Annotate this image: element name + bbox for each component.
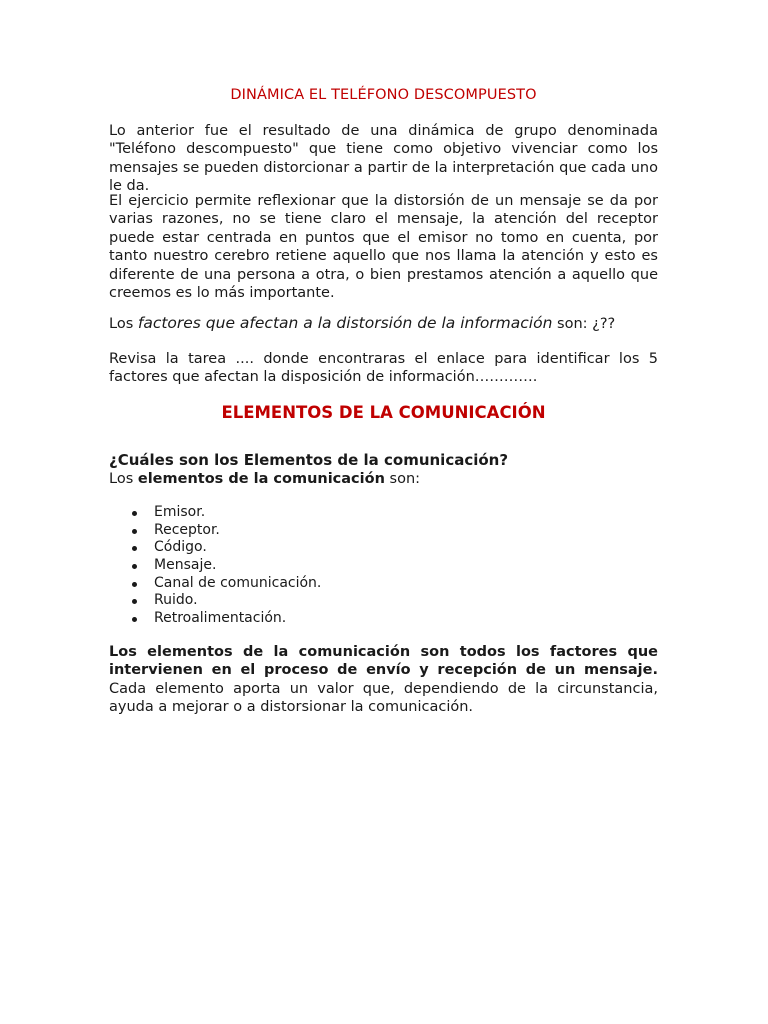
intro-elementos — [109, 470, 658, 489]
paragraph-dinamica-resultado: Lo anterior fue el resultado de una dinámica de grupo denominada "Teléfono descompuesto" que tiene como objetivo vivenciar como los mensajes se pueden distorcionar a partir de la interpretación que cada uno le da. — [109, 123, 658, 195]
factores-emphasis: factores que afectan a la distorsión de la información — [137, 314, 553, 332]
factores-suffix: son: ¿?? — [552, 316, 616, 332]
paragraph-definicion-elementos — [109, 643, 658, 717]
question-elementos: ¿Cuáles son los Elementos de la comunicación? — [109, 451, 509, 469]
list-item-label: Retroalimentación. — [154, 610, 287, 627]
bullet-icon — [132, 582, 137, 587]
title-elementos-comunicacion: ELEMENTOS DE LA COMUNICACIÓN — [221, 403, 546, 422]
intro-prefix: Los — [109, 471, 138, 487]
list-item — [109, 557, 321, 575]
list-item-label: Canal de comunicación. — [154, 574, 322, 591]
bullet-icon — [132, 617, 137, 622]
intro-suffix: son: — [384, 471, 421, 487]
paragraph-distorsion-reflexion: El ejercicio permite reflexionar que la distorsión de un mensaje se da por varias razones, no se tiene claro el mensaje, la atención del receptor puede estar centrada en puntos que el emisor no tomo en cuenta, por tanto nuestro cerebro retiene aquello que nos llama la atención y esto es diferente de una persona a otra, o bien prestamos atención a aquello que creemos es lo más importante. — [109, 193, 658, 302]
list-item-label: Receptor. — [154, 521, 220, 538]
list-item — [109, 504, 321, 522]
list-item — [109, 539, 321, 557]
title-telefono-descompuesto: DINÁMICA EL TELÉFONO DESCOMPUESTO — [230, 87, 537, 103]
definicion-bold: Los elementos de la comunicación son todos los factores que intervienen en el proceso de envío y recepción de un mensaje. — [109, 644, 658, 679]
list-item — [109, 592, 321, 610]
elements-list — [109, 504, 321, 628]
bullet-icon — [132, 599, 137, 604]
definicion-rest: Cada elemento aporta un valor que, dependiendo de la circunstancia, ayuda a mejorar o a distorsionar la comunicación. — [109, 680, 658, 716]
list-item — [109, 610, 321, 628]
paragraph-factores-pregunta — [109, 314, 658, 333]
factores-prefix: Los — [109, 316, 138, 332]
list-item — [109, 522, 321, 540]
list-item — [109, 575, 321, 593]
list-item-label: Emisor. — [154, 504, 206, 520]
bullet-icon — [132, 529, 137, 534]
bullet-icon — [132, 546, 137, 551]
list-item-label: Ruido. — [154, 592, 198, 609]
list-item-label: Código. — [154, 539, 207, 556]
list-item-label: Mensaje. — [154, 557, 217, 574]
bullet-icon — [132, 511, 137, 516]
paragraph-revisa-tarea: Revisa la tarea .... donde encontraras el enlace para identificar los 5 factores que afectan la disposición de información…………. — [109, 351, 658, 386]
bullet-icon — [132, 564, 137, 569]
intro-bold: elementos de la comunicación — [137, 471, 385, 487]
